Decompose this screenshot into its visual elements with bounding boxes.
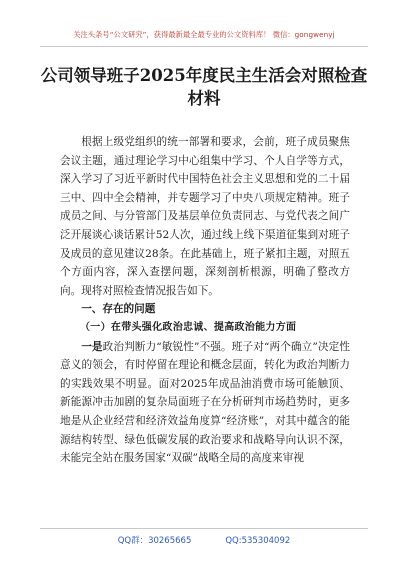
- header-promo-note: 关注头条号“公文研究”，获得最新最全最专业的公文资料库！ 微信：gongwenyj: [73, 30, 335, 39]
- document-body: [60, 133, 350, 468]
- paragraph-lead: 一是: [81, 340, 103, 353]
- subsection-heading: （一）在带头强化政治忠诚、提高政治能力方面: [80, 321, 297, 333]
- document-title: 公司领导班子2025年度民主生活会对照检查材料: [40, 66, 368, 108]
- footer-qq: QQ:535304092: [225, 536, 291, 546]
- intro-paragraph: 根据上级党组织的统一部署和要求，会前，班子成员聚焦会议主题，通过理论学习中心组集中学习、个人自学等方式，深入学习了习近平新时代中国特色社会主义思想和党的二十届三中、四中全会精神，并专题学习了中央八项规定精神。班子成员之间、与分管部门及基层单位负责同志、与党代表之间广泛开展谈心谈话累计52人次，通过线上线下渠道征集到对班子及成员的意见建议28条。在此基础上，班子紧扣主题，对照五个方面内容，深入查摆问题，深刻剖析根源，明确了整改方向。现将对照检查情况报告如下。: [60, 136, 350, 297]
- body-paragraph: [60, 338, 350, 468]
- footer-contact: [0, 534, 408, 546]
- paragraph-text: 政治判断力“敏锐性”不强。班子对“两个确立”决定性意义的领会，有时停留在理论和概念层面，转化为政治判断力的实践效果不明显。面对2025年成品油消费市场可能触顶、新能源冲击加剧的复杂局面班子在分析研判市场趋势时，更多地是从企业经营和经济效益角度算“经济账”，对其中蕴含的能源结构转型、绿色低碳发展的政治要求和战略导向认识不深，未能完全站在服务国家“双碳”战略全局的高度来审视: [60, 340, 351, 465]
- section-heading: 一、存在的问题: [81, 303, 156, 316]
- header-divider: [40, 46, 368, 47]
- footer-qq-group: QQ群：30265665: [117, 536, 192, 546]
- footer-divider: [40, 528, 368, 529]
